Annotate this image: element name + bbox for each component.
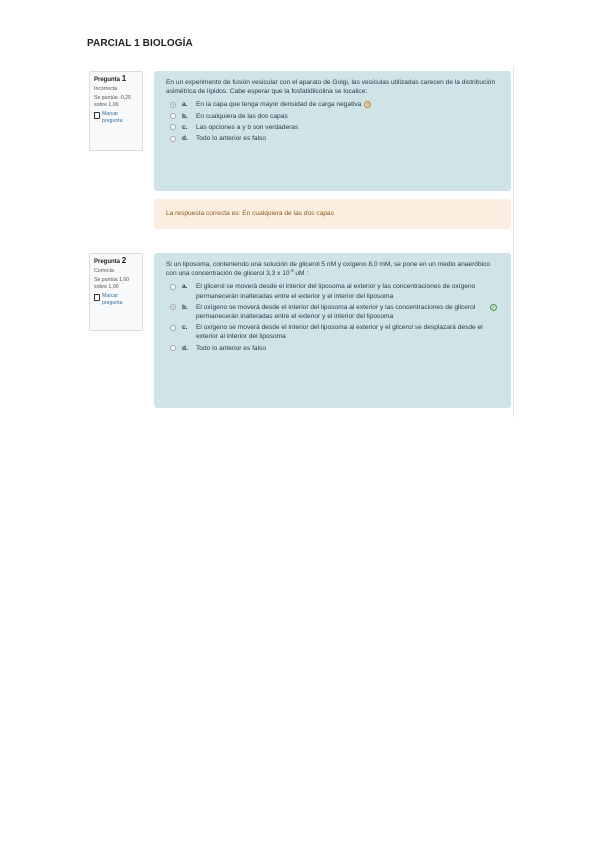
option-label: Todo lo anterior es falso [196, 344, 267, 352]
option-d[interactable]: d. Todo lo anterior es falso [170, 344, 499, 353]
flag-label: Marcar pregunta [102, 111, 123, 124]
option-a[interactable]: a. El glicerol se moverá desde el interior del liposoma al exterior y las concentraciones de oxígeno permanecerán inalteradas entre el exterior y el interior del liposoma [170, 282, 499, 300]
option-c[interactable]: c. Las opciones a y b son verdaderas [170, 123, 499, 132]
option-d[interactable]: d. Todo lo anterior es falso [170, 134, 499, 143]
question-2-card [154, 253, 511, 408]
option-b[interactable]: b. El oxígeno se moverá desde el interior del liposoma al exterior y las concentraciones de glicerol permanecerán inalteradas entre el exterior y el interior del liposoma ✓ [170, 303, 499, 321]
flag-icon [94, 112, 100, 119]
option-label: El oxígeno se moverá desde el interior del liposoma al exterior y el glicerol se desplazará desde el exterior al interior del liposoma [196, 324, 483, 341]
option-label: Todo lo anterior es falso [196, 135, 267, 143]
page-title: PARCIAL 1 BIOLOGÍA [87, 38, 193, 49]
question-score: Se puntúa -0,25 sobre 1,00 [94, 95, 131, 108]
question-1-card [154, 71, 511, 191]
question-status: Incorrecta [94, 86, 118, 92]
flag-question-button[interactable] [94, 293, 138, 307]
correct-check-icon: ✓ [491, 304, 496, 311]
question-text: Si un liposoma, conteniendo una solución de glicerol 5 nM y oxígeno 8,0 mM, se pone en un medio anaeróbico con una concentración de glicerol 3,3 x $10^{-3}$ uM : [166, 261, 491, 278]
question-text: En un experimento de fusión vesicular con el aparato de Golgi, las vesículas utilizadas carecen de la distribución asimétrica de lípidos. Cabe esperar que la fosfatidilcolina se localice: [166, 79, 496, 96]
option-label: El glicerol se moverá desde el interior del liposoma al exterior y las concentraciones de oxígeno permanecerán inalteradas entre el exterior y el interior del liposoma [196, 283, 476, 300]
question-number: Pregunta 1 [94, 74, 127, 83]
feedback-box: La respuesta correcta es: En cualquiera de las dos capas [154, 199, 511, 229]
option-label: En la capa que tenga mayor densidad de carga negativa [196, 101, 362, 109]
flag-label: Marcar pregunta [102, 293, 123, 306]
question-1-info [89, 71, 143, 151]
option-label: El oxígeno se moverá desde el interior del liposoma al exterior y las concentraciones de glicerol permanecerán inalteradas entre el exterior y el interior del liposoma [196, 303, 476, 321]
option-b[interactable]: b. En cualquiera de las dos capas [170, 112, 499, 121]
option-label: Las opciones a y b son verdaderas [196, 123, 299, 131]
question-number: Pregunta 2 [94, 256, 127, 265]
incorrect-icon: ✕ [365, 102, 370, 109]
question-status: Correcta [94, 268, 114, 274]
question-score: Se puntúa 1,00 sobre 1,00 [94, 277, 130, 290]
option-a[interactable]: a. En la capa que tenga mayor densidad de carga negativa ✕ [170, 100, 499, 109]
flag-question-button[interactable] [94, 111, 138, 125]
question-2-info [89, 253, 143, 331]
option-c[interactable]: c. El oxígeno se moverá desde el interior del liposoma al exterior y el glicerol se desplazará desde el exterior al interior del liposoma [170, 323, 499, 341]
option-label: En cualquiera de las dos capas [196, 112, 288, 120]
flag-icon [94, 294, 100, 301]
